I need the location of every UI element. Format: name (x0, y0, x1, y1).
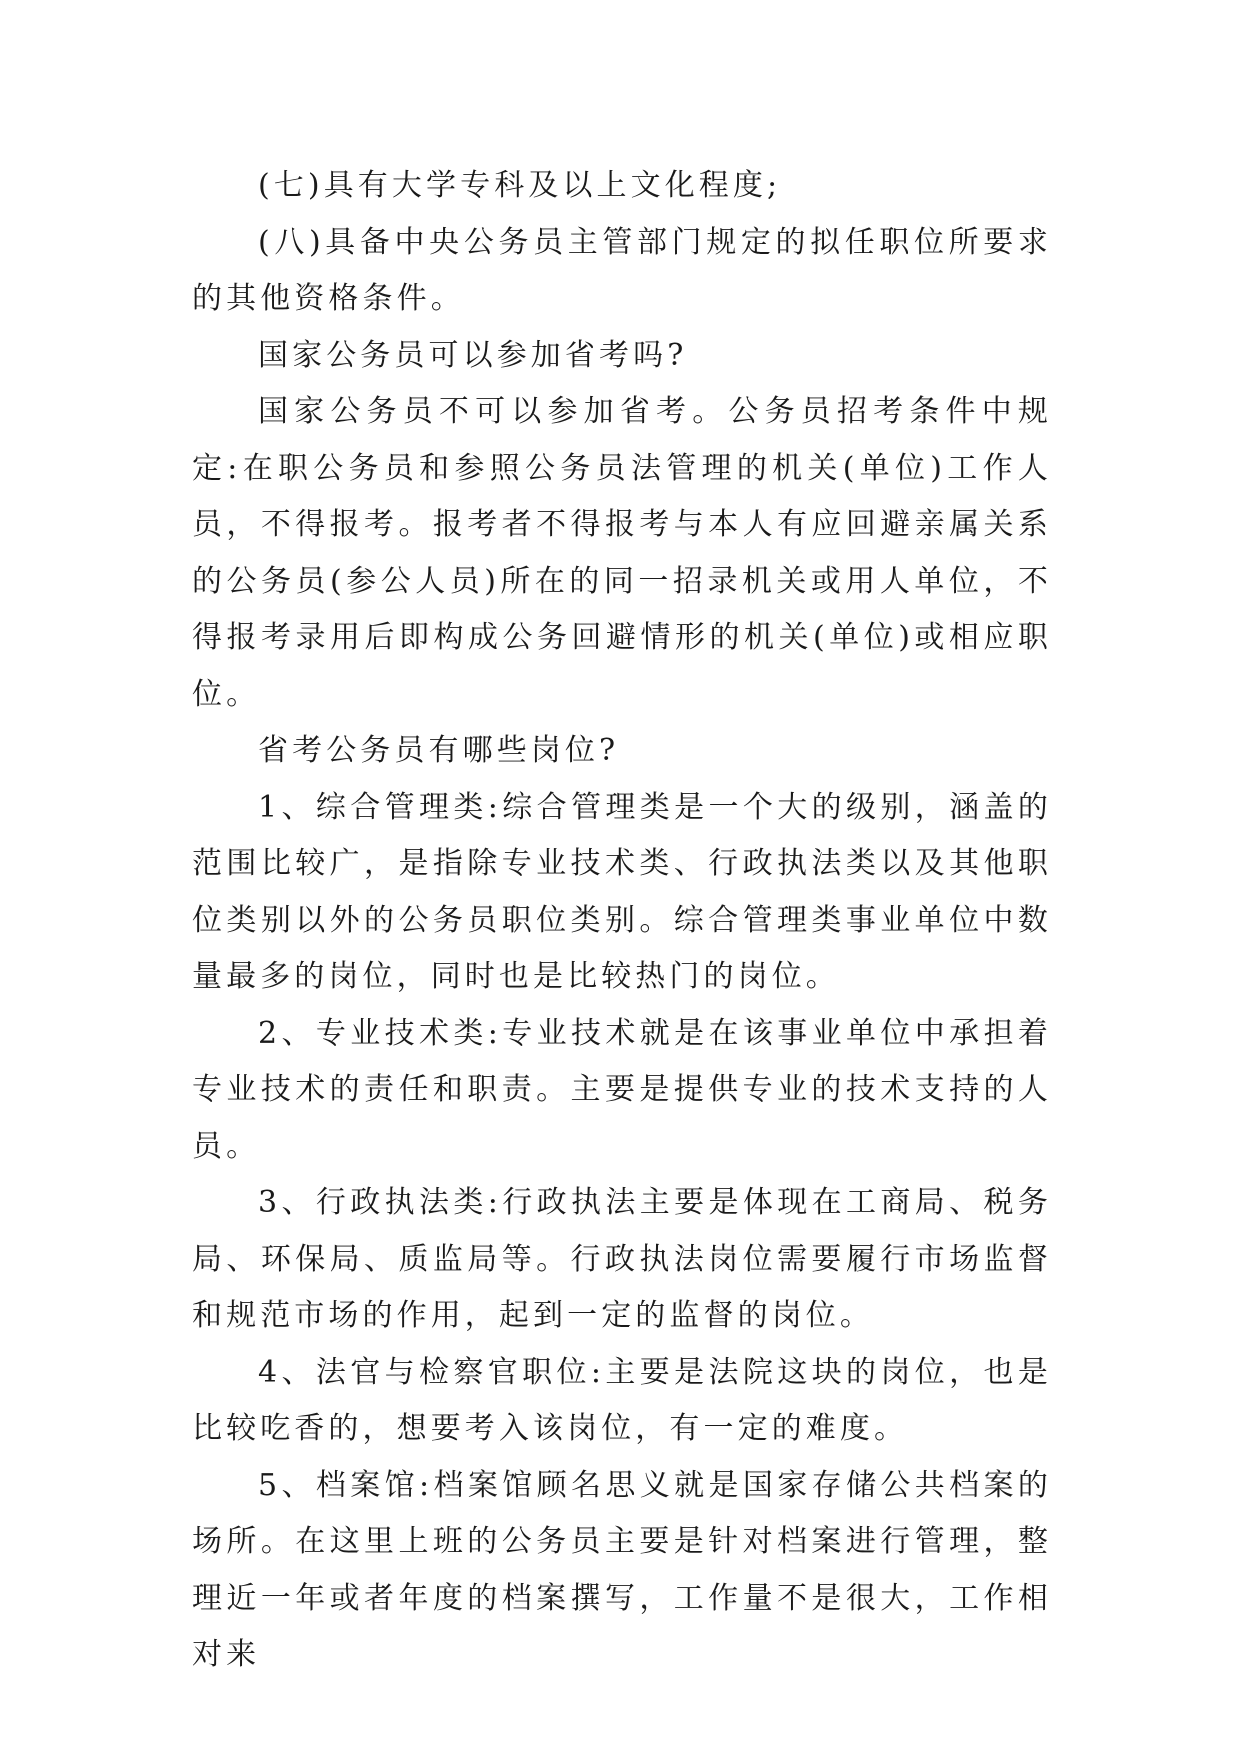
position-item-professional-technical: 2、专业技术类:专业技术就是在该事业单位中承担着专业技术的责任和职责。主要是提供专业的技术支持的人员。 (192, 1015, 1052, 1164)
paragraph-qualification-seven: (七)具有大学专科及以上文化程度; (258, 168, 782, 203)
position-item-archives: 5、档案馆:档案馆顾名思义就是国家存储公共档案的场所。在这里上班的公务员主要是针对档案进行管理，整理近一年或者年度的档案撰写，工作量不是很大，工作相对来 (192, 1467, 1052, 1672)
position-item-judge-prosecutor: 4、法官与检察官职位:主要是法院这块的岗位，也是比较吃香的，想要考入该岗位，有一定的难度。 (192, 1354, 1052, 1446)
question-heading-provincial-exam: 国家公务员可以参加省考吗? (258, 337, 688, 373)
paragraph-qualification-eight: (八)具备中央公务员主管部门规定的拟任职位所要求的其他资格条件。 (192, 224, 1052, 316)
position-item-comprehensive-management: 1、综合管理类:综合管理类是一个大的级别，涵盖的范围比较广，是指除专业技术类、行政执法类以及其他职位类别以外的公务员职位类别。综合管理类事业单位中数量最多的岗位，同时也是比较热门的岗位。 (192, 789, 1052, 994)
answer-paragraph-provincial-exam: 国家公务员不可以参加省考。公务员招考条件中规定:在职公务员和参照公务员法管理的机关(单位)工作人员，不得报考。报考者不得报考与本人有应回避亲属关系的公务员(参公人员)所在的同一招录机关或用人单位，不得报考录用后即构成公务回避情形的机关(单位)或相应职位。 (192, 394, 1052, 712)
question-heading-positions: 省考公务员有哪些岗位? (258, 733, 620, 768)
document-body (192, 158, 1052, 1684)
position-item-administrative-enforcement: 3、行政执法类:行政执法主要是体现在工商局、税务局、环保局、质监局等。行政执法岗位需要履行市场监督和规范市场的作用，起到一定的监督的岗位。 (192, 1185, 1052, 1333)
